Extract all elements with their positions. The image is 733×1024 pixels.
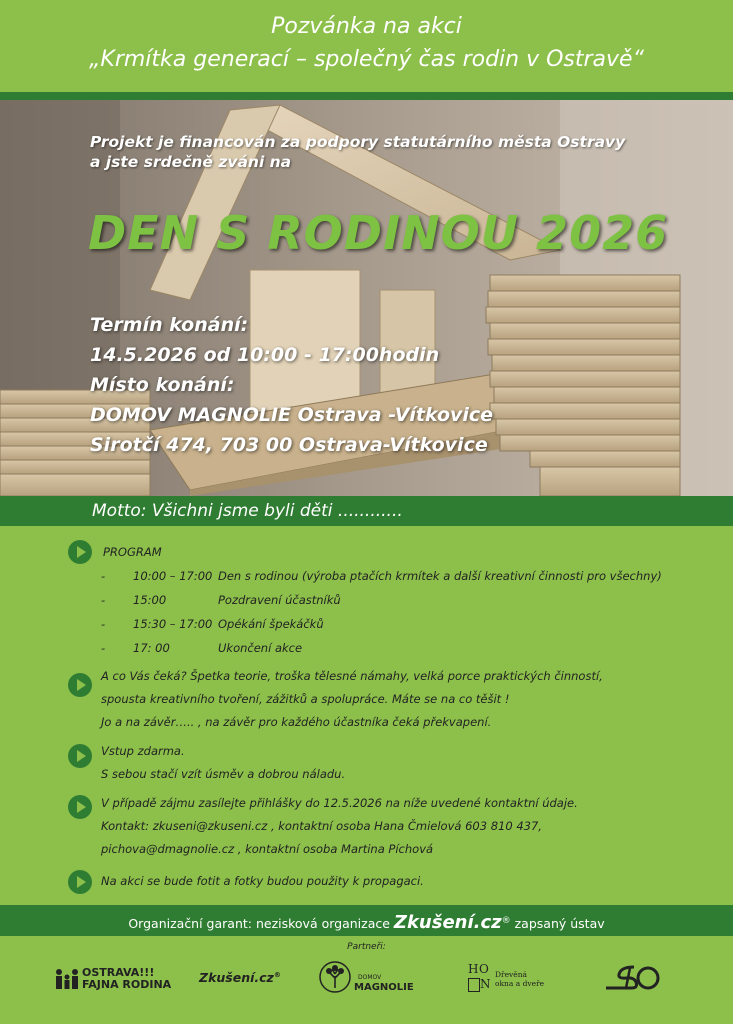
program-time: 15:00	[133, 593, 167, 607]
family-icon	[54, 968, 80, 990]
what-awaits-line: spousta kreativního tvoření, zážitků a spolupráce. Máte se na co těšit !	[101, 692, 510, 706]
sso-logo	[602, 962, 662, 994]
intro-line-1: Projekt je financován za podpory statutárního města Ostravy	[90, 133, 626, 151]
contact-line: Kontakt: zkuseni@zkuseni.cz , kontaktní osoba Hana Čmielová 603 810 437,	[101, 819, 542, 833]
what-awaits-line: Jo a na závěr….. , na závěr pro každého účastníka čeká překvapení.	[101, 715, 492, 729]
program-activity: Ukončení akce	[218, 641, 303, 655]
header-divider	[0, 92, 733, 100]
play-bullet-icon	[68, 540, 92, 564]
invitation-heading: Pozvánka na akci	[271, 14, 462, 39]
magnolie-logo-line1: DOMOV	[358, 974, 382, 981]
organizer-footer	[0, 905, 733, 936]
hon-logo-line1: Dřevěná	[495, 970, 528, 979]
hon-windows-doors-logo	[466, 962, 556, 994]
program-time: 15:30 – 17:00	[133, 617, 213, 631]
entry-text	[101, 740, 345, 786]
entry-line: S sebou stačí vzít úsměv a dobrou náladu.	[101, 767, 346, 781]
play-bullet-icon	[68, 673, 92, 697]
hon-letter-o: O	[479, 962, 489, 976]
program-activity: Den s rodinou (výroba ptačích krmítek a další kreativní činnosti pro všechny)	[218, 569, 662, 583]
place-name: DOMOV MAGNOLIE Ostrava -Vítkovice	[90, 404, 494, 426]
tree-icon	[318, 960, 352, 994]
play-bullet-icon	[68, 744, 92, 768]
organizer-brand: Zkušení.cz	[393, 912, 502, 933]
registered-mark: ®	[501, 915, 511, 926]
what-awaits-line: A co Vás čeká? Špetka teorie, troška tělesné námahy, velká porce praktických činností,	[101, 669, 603, 683]
hon-letter-h: H	[468, 962, 479, 976]
program-dash: -	[101, 617, 106, 631]
program-dash: -	[101, 641, 106, 655]
date-label: Termín konání:	[90, 314, 249, 336]
photo-notice: Na akci se bude fotit a fotky budou použity k propagaci.	[101, 874, 424, 888]
contact-line: pichova@dmagnolie.cz , kontaktní osoba Martina Píchová	[101, 842, 434, 856]
place-label: Místo konání:	[90, 374, 235, 396]
domov-magnolie-logo	[318, 958, 418, 998]
zkuseni-logo	[199, 970, 281, 985]
program-time: 17: 00	[133, 641, 170, 655]
play-bullet-icon	[68, 870, 92, 894]
program-time: 10:00 – 17:00	[133, 569, 213, 583]
organizer-suffix: zapsaný ústav	[510, 916, 605, 931]
partners-label: Partneři:	[347, 942, 386, 952]
zkuseni-logo-text: Zkušení.cz	[199, 970, 274, 985]
motto-text: Motto: Všichni jsme byli děti ............	[92, 501, 403, 521]
contact-line: V případě zájmu zasílejte přihlášky do 12.5.2026 na níže uvedené kontaktní údaje.	[101, 796, 578, 810]
organizer-line	[0, 912, 733, 933]
sso-emblem-icon	[602, 962, 662, 994]
organizer-prefix: Organizační garant: nezisková organizace	[128, 916, 394, 931]
invitation-header	[0, 0, 733, 92]
place-address: Sirotčí 474, 703 00 Ostrava-Vítkovice	[90, 434, 488, 456]
entry-line: Vstup zdarma.	[101, 744, 185, 758]
program-dash: -	[101, 593, 106, 607]
what-awaits-text	[101, 665, 603, 734]
program-heading: PROGRAM	[103, 545, 162, 559]
hon-logo-line2: okna a dveře	[495, 979, 545, 988]
event-details	[90, 310, 493, 460]
ostrava-fajna-rodina-logo	[54, 966, 174, 992]
magnolie-logo-line2: MAGNOLIE	[354, 982, 414, 993]
motto-bar	[0, 496, 733, 526]
ostrava-logo-line1: OSTRAVA!!!	[82, 966, 155, 979]
window-icon	[468, 978, 480, 992]
funding-intro	[90, 132, 625, 172]
zkuseni-reg-mark: ®	[273, 970, 281, 979]
date-value: 14.5.2026 od 10:00 - 17:00hodin	[90, 344, 440, 366]
program-dash: -	[101, 569, 106, 583]
event-name: „Krmítka generací – společný čas rodin v Ostravě“	[89, 47, 644, 72]
program-activity: Opékání špekáčků	[218, 617, 324, 631]
intro-line-2: a jste srdečně zváni na	[90, 153, 292, 171]
ostrava-logo-line2: FAJNA RODINA	[82, 978, 172, 991]
contact-text	[101, 792, 578, 861]
play-bullet-icon	[68, 795, 92, 819]
hon-letter-n: N	[480, 977, 491, 991]
program-activity: Pozdravení účastníků	[218, 593, 341, 607]
event-title: DEN S RODINOU 2026	[88, 206, 669, 260]
